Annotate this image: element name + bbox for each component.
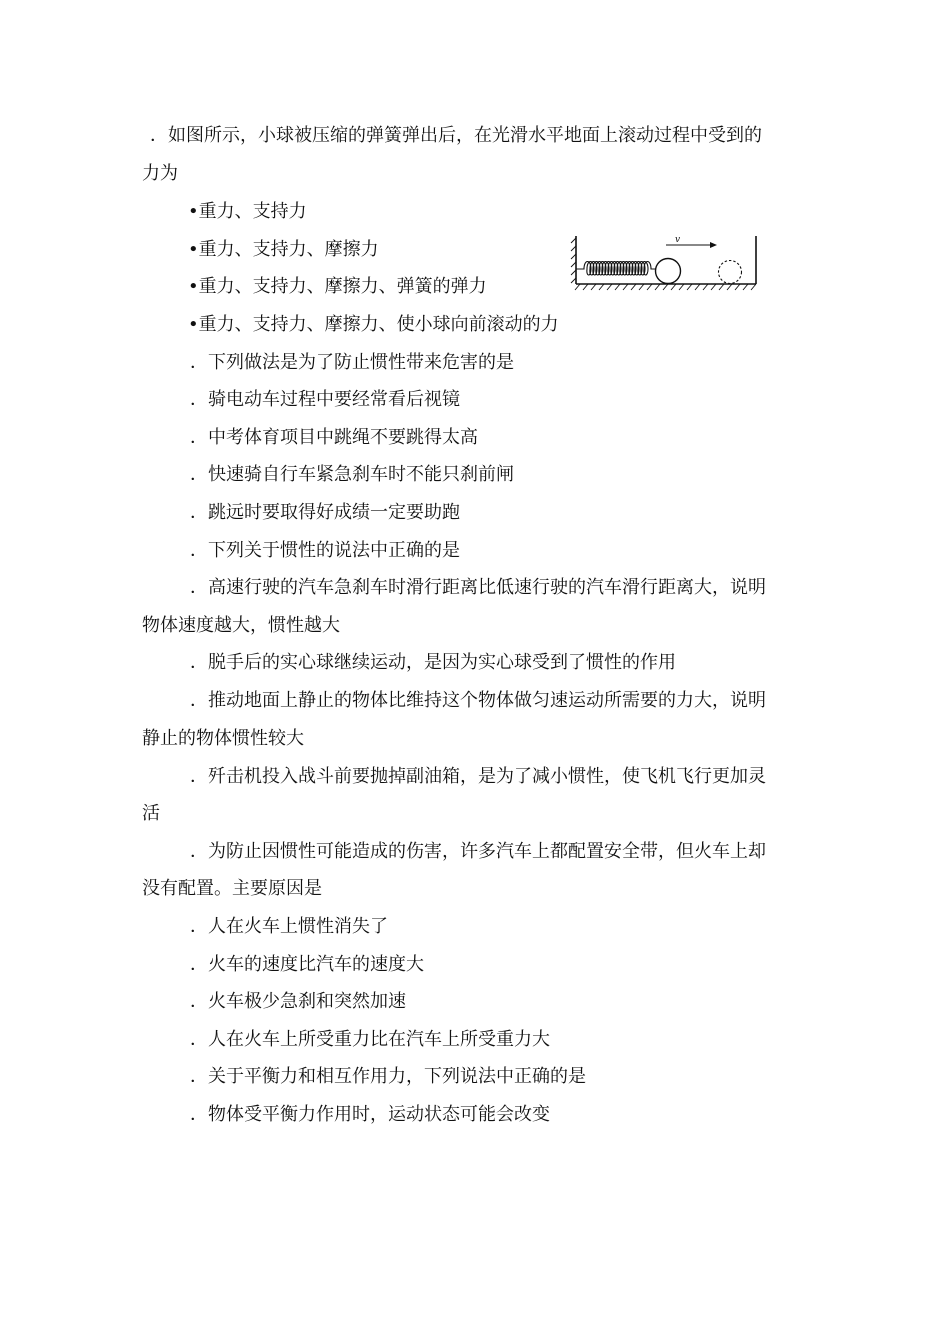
question-3-option-c-line-2: 静止的物体惯性较大 <box>142 728 304 749</box>
question-2-option-d: ．跳远时要取得好成绩一定要助跑 <box>190 502 460 523</box>
ball <box>656 259 681 284</box>
question-4-option-d: ．人在火车上所受重力比在汽车上所受重力大 <box>190 1029 550 1050</box>
question-5-option-a: ．物体受平衡力作用时，运动状态可能会改变 <box>190 1104 550 1125</box>
velocity-arrow-head <box>710 242 717 248</box>
question-4-option-c: ．火车极少急刹和突然加速 <box>190 991 406 1012</box>
question-3-option-b: ．脱手后的实心球继续运动，是因为实心球受到了惯性的作用 <box>190 652 676 673</box>
question-4-option-a: ．人在火车上惯性消失了 <box>190 916 388 937</box>
ball-later-position-dashed <box>719 261 742 284</box>
question-5-stem: ．关于平衡力和相互作用力，下列说法中正确的是 <box>190 1066 586 1087</box>
question-3-option-a-line-1: ．高速行驶的汽车急刹车时滑行距离比低速行驶的汽车滑行距离大，说明 <box>190 577 766 598</box>
question-1-stem-line-1: ．如图所示，小球被压缩的弹簧弹出后，在光滑水平地面上滚动过程中受到的 <box>150 125 762 146</box>
question-1-option-c: •重力、支持力、摩擦力、弹簧的弹力 <box>188 276 487 297</box>
question-1-option-d: •重力、支持力、摩擦力、使小球向前滚动的力 <box>188 314 559 335</box>
question-2-option-a: ．骑电动车过程中要经常看后视镜 <box>190 389 460 410</box>
question-3-stem: ．下列关于惯性的说法中正确的是 <box>190 540 460 561</box>
question-4-option-b: ．火车的速度比汽车的速度大 <box>190 954 424 975</box>
question-1-option-b: •重力、支持力、摩擦力 <box>188 239 379 260</box>
question-2-option-c: ．快速骑自行车紧急刹车时不能只刹前闸 <box>190 464 514 485</box>
question-4-stem-line-1: ．为防止因惯性可能造成的伤害，许多汽车上都配置安全带，但火车上却 <box>190 841 766 862</box>
velocity-label: v <box>675 235 681 245</box>
question-1-option-a: •重力、支持力 <box>188 201 307 222</box>
question-3-option-d-line-2: 活 <box>142 803 160 824</box>
question-4-stem-line-2: 没有配置。主要原因是 <box>142 878 322 899</box>
ground-hatching <box>575 284 756 290</box>
question-2-option-b: ．中考体育项目中跳绳不要跳得太高 <box>190 427 478 448</box>
spring-ball-diagram <box>570 232 760 292</box>
compressed-spring <box>576 262 656 276</box>
question-1-stem-line-2: 力为 <box>142 163 178 184</box>
question-3-option-c-line-1: ．推动地面上静止的物体比维持这个物体做匀速运动所需要的力大，说明 <box>190 690 766 711</box>
question-3-option-a-line-2: 物体速度越大，惯性越大 <box>142 615 340 636</box>
question-3-option-d-line-1: ．歼击机投入战斗前要抛掉副油箱，是为了减小惯性，使飞机飞行更加灵 <box>190 766 766 787</box>
question-2-stem: ．下列做法是为了防止惯性带来危害的是 <box>190 352 514 373</box>
